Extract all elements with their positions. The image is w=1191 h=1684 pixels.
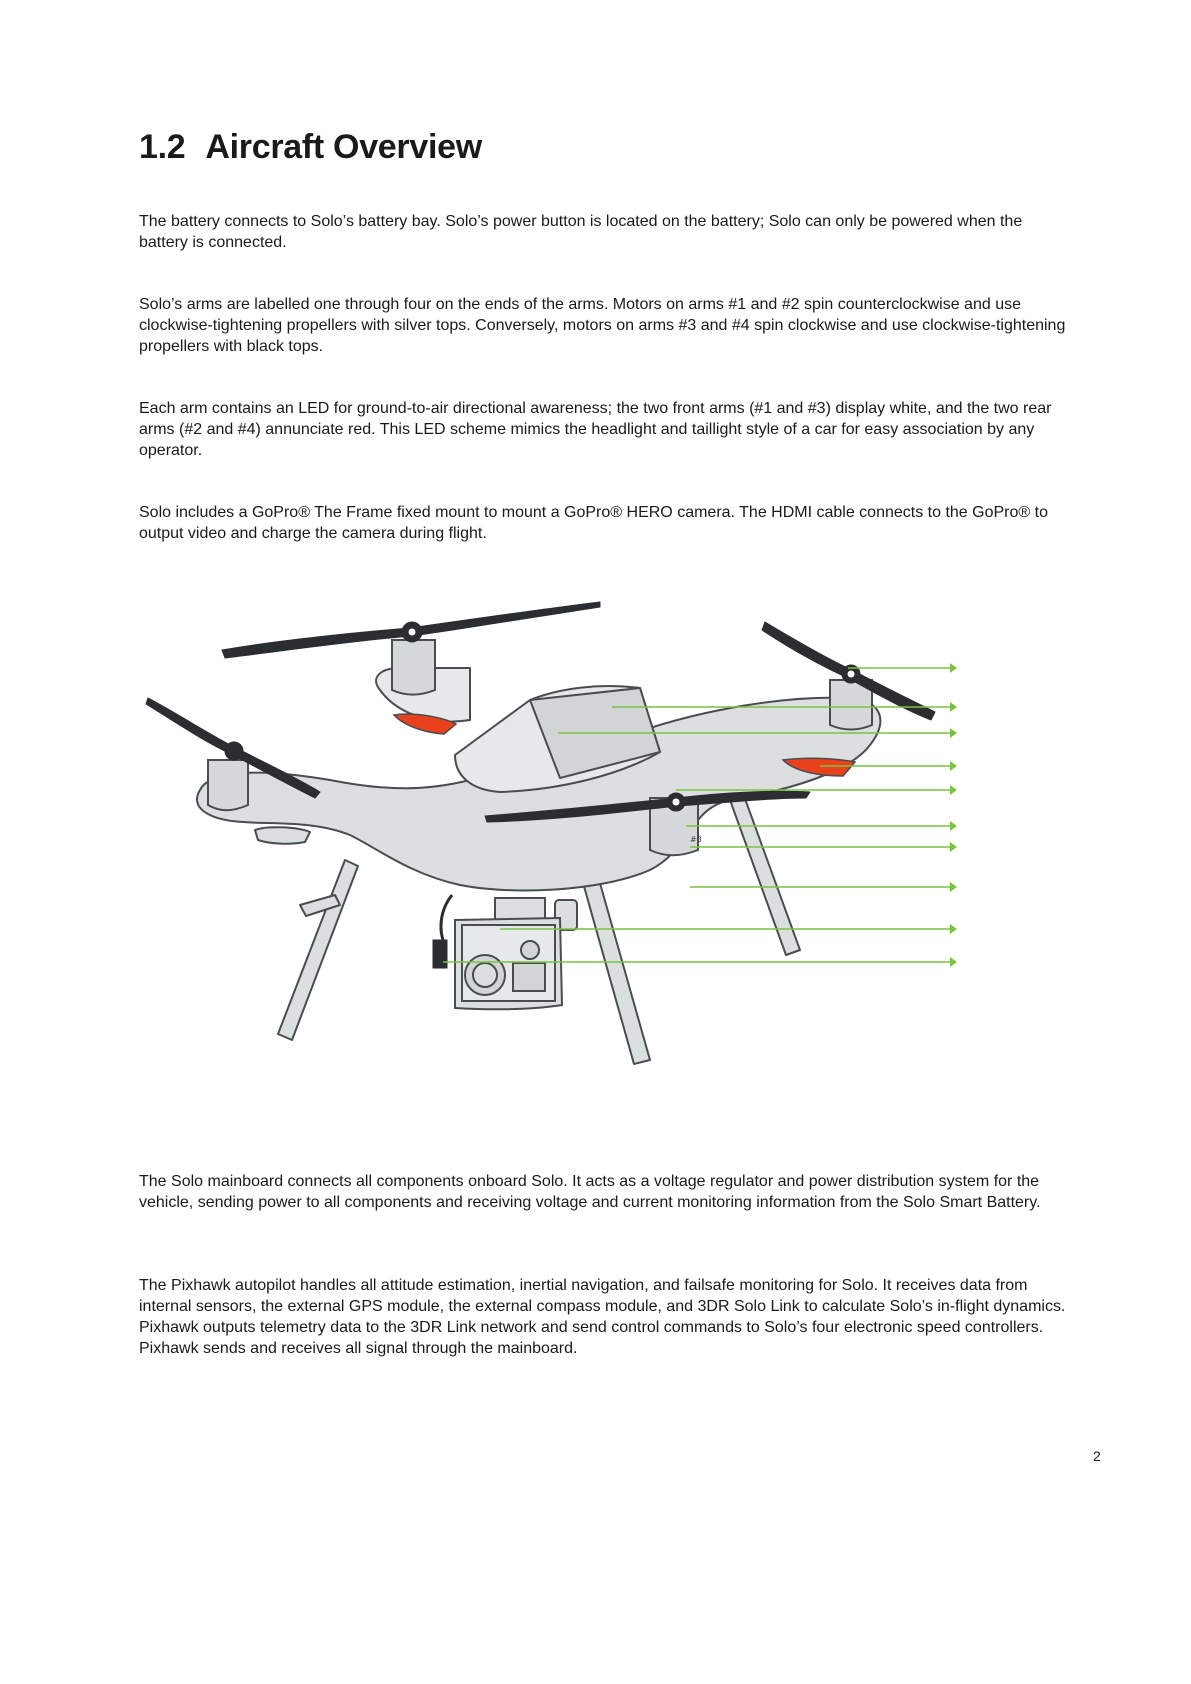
hdmi-cable: [441, 895, 452, 945]
battery-paragraph: The battery connects to Solo’s battery bay. Solo’s power button is located on the battery; Solo can only be powered when the battery is connected.: [139, 213, 1023, 251]
section-number: 1.2: [139, 128, 186, 166]
hdmi-connector: [433, 940, 447, 968]
page-title: [139, 128, 482, 167]
section-title: Aircraft Overview: [205, 128, 482, 166]
arm-number-marking: #3: [690, 835, 702, 844]
pixhawk-paragraph: The Pixhawk autopilot handles all attitude estimation, inertial navigation, and failsafe monitoring for Solo. It receives data from internal sensors, the external GPS module, the external compass module, and 3DR Solo Link to calculate Solo’s in-flight dynamics. Pixhawk outputs telemetry data to the 3DR Link network and send control commands to Solo’s four electronic speed controllers. Pixhawk sends and receives all signal through the mainboard.: [139, 1277, 1066, 1357]
drone-body: [197, 668, 880, 890]
page-number: 2: [1093, 1448, 1101, 1464]
gopro-camera: [455, 918, 562, 1009]
led-paragraph: Each arm contains an LED for ground-to-air directional awareness; the two front arms (#1 and #3) display white, and the two rear arms (#2 and #4) annunciate red. This LED scheme mimics the headlight and taillight style of a car for easy association by any operator.: [139, 400, 1052, 459]
arms-paragraph: Solo’s arms are labelled one through four on the ends of the arms. Motors on arms #1 and #2 spin counterclockwise and use clockwise-tightening propellers with silver tops. Conversely, motors on arms #3 and #4 spin clockwise and use clockwise-tightening propellers with black tops.: [139, 296, 1066, 355]
gopro-paragraph: Solo includes a GoPro® The Frame fixed mount to mount a GoPro® HERO camera. The HDMI cable connects to the GoPro® to output video and charge the camera during flight.: [139, 504, 1048, 542]
mainboard-paragraph: The Solo mainboard connects all components onboard Solo. It acts as a voltage regulator and power distribution system for the vehicle, sending power to all components and receiving voltage and current monitoring information from the Solo Smart Battery.: [139, 1173, 1041, 1211]
drone-diagram: [130, 585, 970, 1085]
